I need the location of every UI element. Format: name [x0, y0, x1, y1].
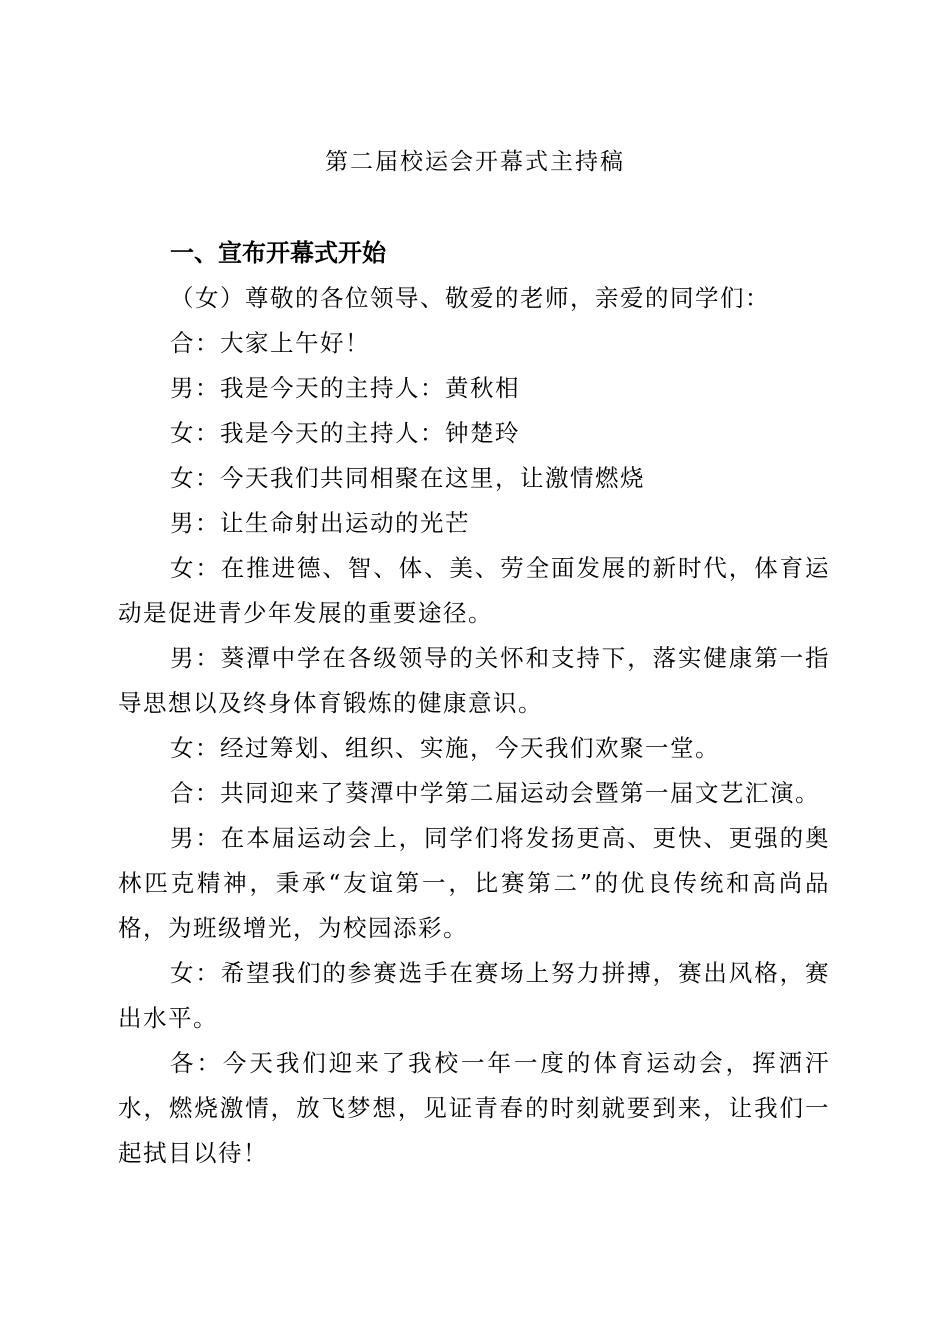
- paragraph-8: 男：葵潭中学在各级领导的关怀和支持下，落实健康第一指导思想以及终身体育锻炼的健康意识。: [118, 644, 830, 717]
- paragraph-4: 女：我是今天的主持人：钟楚玲: [170, 419, 520, 447]
- paragraph-3: 男：我是今天的主持人：黄秋相: [170, 374, 520, 402]
- paragraph-7: 女：在推进德、智、体、美、劳全面发展的新时代，体育运动是促进青少年发展的重要途径。: [118, 554, 830, 627]
- paragraph-11: 男：在本届运动会上，同学们将发扬更高、更快、更强的奥林匹克精神，秉承“友谊第一，比赛第二”的优良传统和高尚品格，为班级增光，为校园添彩。: [118, 824, 830, 942]
- paragraph-10: 合：共同迎来了葵潭中学第二届运动会暨第一届文艺汇演。: [170, 779, 820, 807]
- section-heading: 一、宣布开幕式开始: [170, 239, 386, 267]
- paragraph-1: （女）尊敬的各位领导、敬爱的老师，亲爱的同学们：: [170, 284, 770, 312]
- document-body: [118, 276, 830, 1176]
- paragraph-5: 女：今天我们共同相聚在这里，让激情燃烧: [170, 464, 645, 492]
- document-title: 第二届校运会开幕式主持稿: [325, 149, 625, 175]
- paragraph-2: 合：大家上午好！: [170, 329, 370, 357]
- paragraph-6: 男：让生命射出运动的光芒: [170, 509, 470, 537]
- paragraph-12: 女：希望我们的参赛选手在赛场上努力拼搏，赛出风格，赛出水平。: [118, 959, 830, 1032]
- paragraph-13: 各：今天我们迎来了我校一年一度的体育运动会，挥洒汗水，燃烧激情，放飞梦想，见证青春的时刻就要到来，让我们一起拭目以待！: [118, 1049, 830, 1167]
- paragraph-9: 女：经过筹划、组织、实施，今天我们欢聚一堂。: [170, 734, 720, 762]
